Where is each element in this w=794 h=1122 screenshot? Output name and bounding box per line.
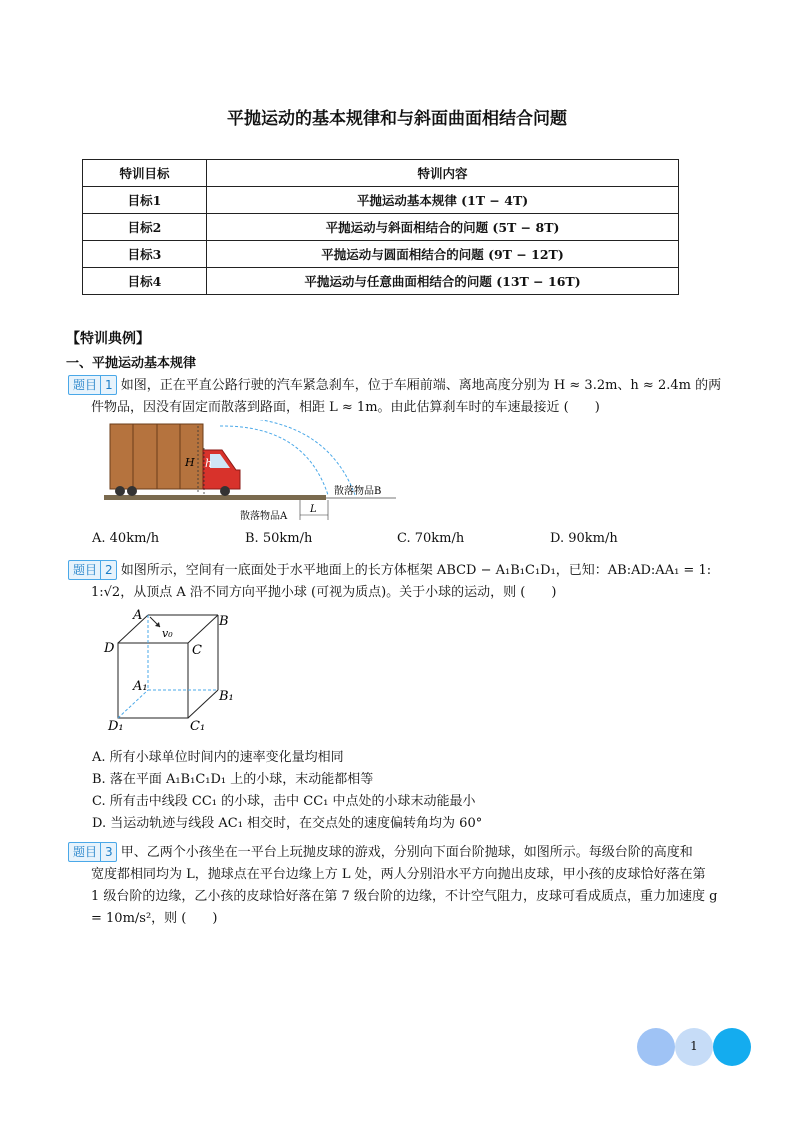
section-title: 【特训典例】 bbox=[66, 331, 150, 347]
label-D1: D₁ bbox=[108, 719, 124, 734]
label-A: A bbox=[133, 608, 143, 623]
question-tag: 题目 3 bbox=[68, 842, 117, 862]
label-h: h bbox=[205, 457, 213, 470]
truck-figure bbox=[100, 420, 400, 525]
label-v0: v₀ bbox=[162, 627, 173, 640]
question-3-line4: = 10m/s²，则 ( ) bbox=[91, 911, 218, 926]
table-cell: 平抛运动与任意曲面相结合的问题 (13T − 16T) bbox=[207, 268, 679, 295]
edge-C1B1 bbox=[188, 690, 218, 718]
label-object-A: 散落物品A bbox=[240, 511, 288, 522]
question-2 bbox=[68, 560, 738, 604]
question-3-line2: 宽度都相同均为 L，抛球点在平台边缘上方 L 处，两人分别沿水平方向抛出皮球，甲小孩的皮球恰好落在第 bbox=[91, 867, 706, 882]
question-1-line1: 如图，正在平直公路行驶的汽车紧急刹车，位于车厢前端、离地高度分别为 H ≈ 3.2m、h ≈ 2.4m 的两 bbox=[120, 378, 722, 393]
label-D: D bbox=[104, 641, 115, 656]
table-header: 特训目标 bbox=[83, 160, 207, 187]
q1-option-c[interactable]: C. 70km/h bbox=[397, 531, 465, 546]
page-indicator bbox=[637, 1028, 757, 1068]
label-H: H bbox=[185, 456, 195, 469]
wheel bbox=[127, 486, 137, 496]
q2-option-d[interactable]: D. 当运动轨迹与线段 AC₁ 相交时，在交点处的速度偏转角均为 60° bbox=[92, 816, 483, 831]
label-A1: A₁ bbox=[133, 679, 148, 694]
question-3 bbox=[68, 842, 738, 930]
wheel bbox=[115, 486, 125, 496]
q1-option-a[interactable]: A. 40km/h bbox=[92, 531, 160, 546]
table-header: 特训内容 bbox=[207, 160, 679, 187]
table-row bbox=[83, 187, 679, 214]
edge-D1A1 bbox=[118, 690, 148, 718]
table-row bbox=[83, 241, 679, 268]
page-dot-right bbox=[713, 1028, 751, 1066]
question-tag: 题目 1 bbox=[68, 375, 117, 395]
table-cell: 目标1 bbox=[83, 187, 207, 214]
label-B: B bbox=[219, 614, 229, 629]
question-1-line2: 件物品，因没有固定而散落到路面，相距 L ≈ 1m。由此估算刹车时的车速最接近 ( ) bbox=[91, 400, 600, 415]
question-3-line3: 1 级台阶的边缘，乙小孩的皮球恰好落在第 7 级台阶的边缘，不计空气阻力，皮球可看成质点，重力加速度 g bbox=[91, 889, 718, 904]
subsection-title: 一、平抛运动基本规律 bbox=[66, 356, 197, 371]
label-L: L bbox=[310, 504, 317, 515]
q1-option-d[interactable]: D. 90km/h bbox=[550, 531, 618, 546]
front-face bbox=[118, 643, 188, 718]
road bbox=[104, 495, 326, 500]
question-1 bbox=[68, 375, 738, 419]
table-cell: 目标2 bbox=[83, 214, 207, 241]
label-B1: B₁ bbox=[219, 689, 234, 704]
q2-option-b[interactable]: B. 落在平面 A₁B₁C₁D₁ 上的小球，末动能都相等 bbox=[92, 772, 374, 787]
label-C1: C₁ bbox=[190, 719, 206, 734]
table-row bbox=[83, 214, 679, 241]
cuboid-figure bbox=[100, 605, 240, 735]
question-2-line1: 如图所示，空间有一底面处于水平地面上的长方体框架 ABCD − A₁B₁C₁D₁，已知：AB:AD:AA₁ = 1: bbox=[120, 563, 712, 578]
edge-CB bbox=[188, 615, 218, 643]
table-cell: 平抛运动与圆面相结合的问题 (9T − 12T) bbox=[207, 241, 679, 268]
q2-option-c[interactable]: C. 所有击中线段 CC₁ 的小球，击中 CC₁ 中点处的小球末动能最小 bbox=[92, 794, 476, 809]
question-tag: 题目 2 bbox=[68, 560, 117, 580]
page-title: 平抛运动的基本规律和与斜面曲面相结合问题 bbox=[227, 109, 567, 129]
table-cell: 目标3 bbox=[83, 241, 207, 268]
goals-table bbox=[82, 159, 679, 295]
label-C: C bbox=[192, 643, 202, 658]
table-row bbox=[83, 268, 679, 295]
label-object-B: 散落物品B bbox=[334, 486, 382, 497]
table-cell: 目标4 bbox=[83, 268, 207, 295]
page-number: 1 bbox=[690, 1039, 698, 1053]
q2-option-a[interactable]: A. 所有小球单位时间内的速率变化量均相同 bbox=[92, 750, 344, 765]
table-cell: 平抛运动基本规律 (1T − 4T) bbox=[207, 187, 679, 214]
table-header-row bbox=[83, 160, 679, 187]
question-3-line1: 甲、乙两个小孩坐在一平台上玩抛皮球的游戏，分别向下面台阶抛球，如图所示。每级台阶的高度和 bbox=[120, 845, 693, 860]
q1-option-b[interactable]: B. 50km/h bbox=[245, 531, 313, 546]
table-cell: 平抛运动与斜面相结合的问题 (5T − 8T) bbox=[207, 214, 679, 241]
wheel bbox=[220, 486, 230, 496]
page-dot-left bbox=[637, 1028, 675, 1066]
question-2-line2: 1:√2，从顶点 A 沿不同方向平抛小球 (可视为质点)。关于小球的运动，则 ( ) bbox=[91, 585, 557, 600]
